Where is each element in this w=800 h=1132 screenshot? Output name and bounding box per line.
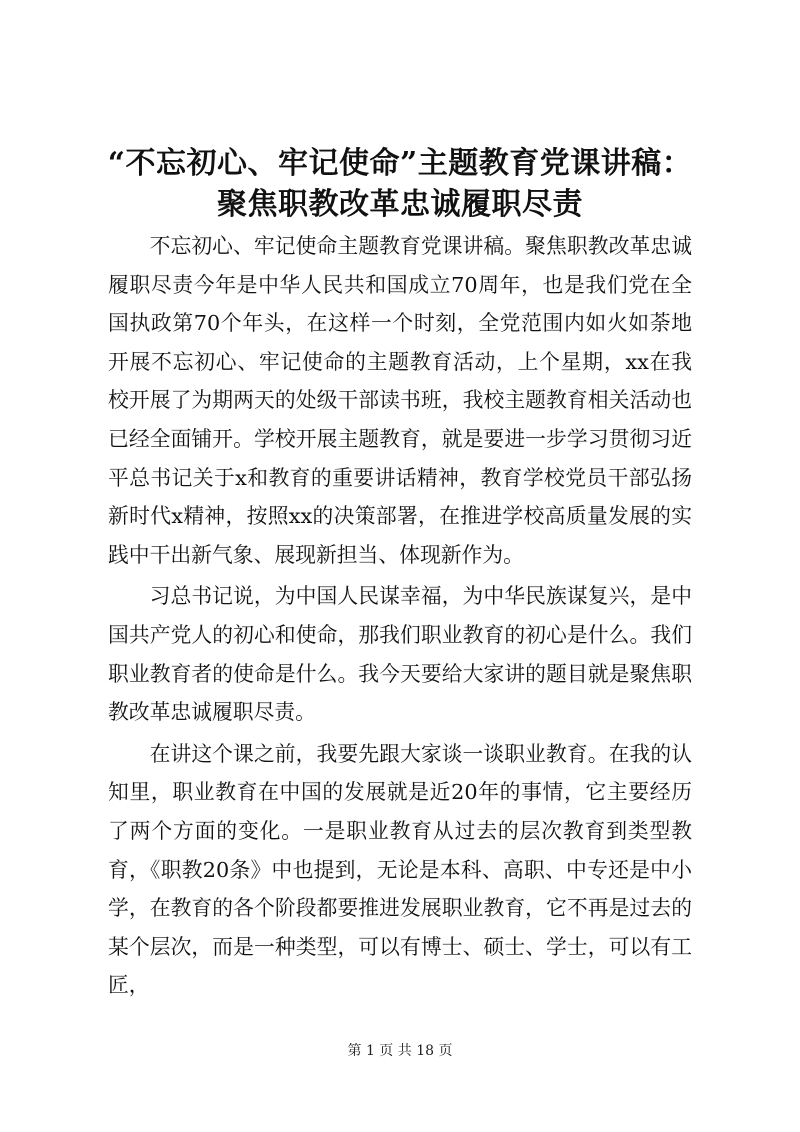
paragraph-1: 不忘初心、牢记使命主题教育党课讲稿。聚焦职教改革忠诚履职尽责今年是中华人民共和国成立70周年，也是我们党在全国执政第70个年头，在这样一个时刻，全党范围内如火如荼地开展不忘初心、牢记使命的主题教育活动，上个星期，xx在我校开展了为期两天的处级干部读书班，我校主题教育相关活动也已经全面铺开。学校开展主题教育，就是要进一步学习贯彻习近平总书记关于x和教育的重要讲话精神，教育学校党员干部弘扬新时代x精神，按照xx的决策部署，在推进学校高质量发展的实践中干出新气象、展现新担当、体现新作为。 [108,234,692,567]
page-number-footer: 第 1 页 共 18 页 [347,1043,453,1059]
document-title-line-1: “不忘初心、牢记使命”主题教育党课讲稿： [107,146,693,181]
paragraph-2: 习总书记说，为中国人民谋幸福，为中华民族谋复兴，是中国共产党人的初心和使命，那我们职业教育的初心是什么。我们职业教育者的使命是什么。我今天要给大家讲的题目就是聚焦职教改革忠诚履职尽责。 [108,584,692,725]
paragraph-3: 在讲这个课之前，我要先跟大家谈一谈职业教育。在我的认知里，职业教育在中国的发展就是近20年的事情，它主要经历了两个方面的变化。一是职业教育从过去的层次教育到类型教育，《职教20条》中也提到，无论是本科、高职、中专还是中小学，在教育的各个阶段都要推进发展职业教育，它不再是过去的某个层次，而是一种类型，可以有博士、硕士、学士，可以有工匠， [108,741,692,998]
document-title-line-2: 聚焦职教改革忠诚履职尽责 [217,187,583,222]
document-body [108,227,692,1005]
